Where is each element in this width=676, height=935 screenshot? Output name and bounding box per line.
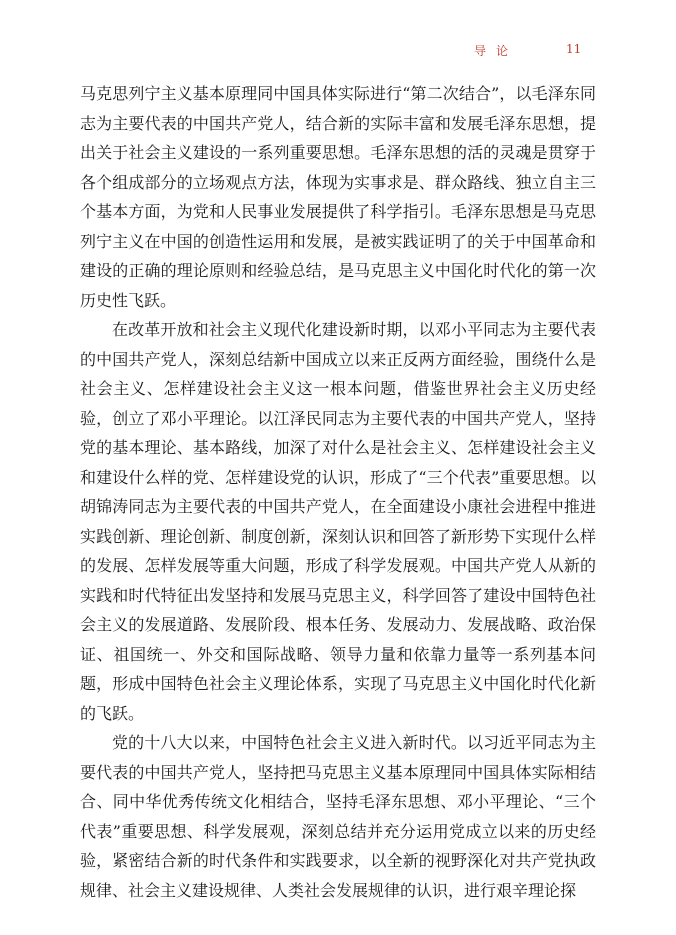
paragraph-continued: 马克思列宁主义基本原理同中国具体实际进行“第二次结合”，以毛泽东同志为主要代表的中国共产党人，结合新的实际丰富和发展毛泽东思想，提出关于社会主义建设的一系列重要思想。毛泽东思想的活的灵魂是贯穿于各个组成部分的立场观点方法，体现为实事求是、群众路线、独立自主三个基本方面，为党和人民事业发展提供了科学指引。毛泽东思想是马克思列宁主义在中国的创造性运用和发展，是被实践证明了的关于中国革命和建设的正确的理论原则和经验总结，是马克思主义中国化时代化的第一次历史性飞跃。 <box>80 84 596 310</box>
paragraph-reform-era: 在改革开放和社会主义现代化建设新时期，以邓小平同志为主要代表的中国共产党人，深刻总结新中国成立以来正反两方面经验，围绕什么是社会主义、怎样建设社会主义这一根本问题，借鉴世界社会主义历史经验，创立了邓小平理论。以江泽民同志为主要代表的中国共产党人，坚持党的基本理论、基本路线，加深了对什么是社会主义、怎样建设社会主义和建设什么样的党、怎样建设党的认识，形成了“三个代表”重要思想。以胡锦涛同志为主要代表的中国共产党人，在全面建设小康社会进程中推进实践创新、理论创新、制度创新，深刻认识和回答了新形势下实现什么样的发展、怎样发展等重大问题，形成了科学发展观。中国共产党人从新的实践和时代特征出发坚持和发展马克思主义，科学回答了建设中国特色社会主义的发展道路、发展阶段、根本任务、发展动力、发展战略、政治保证、祖国统一、外交和国际战略、领导力量和依靠力量等一系列基本问题，形成中国特色社会主义理论体系，实现了马克思主义中国化时代化新的飞跃。 <box>80 320 596 723</box>
running-header <box>0 42 676 62</box>
header-title: 导论 <box>474 44 519 58</box>
paragraph-new-era: 党的十八大以来，中国特色社会主义进入新时代。以习近平同志为主要代表的中国共产党人，坚持把马克思主义基本原理同中国具体实际相结合、同中华优秀传统文化相结合，坚持毛泽东思想、邓小平理论、“三个代表”重要思想、科学发展观，深刻总结并充分运用党成立以来的历史经验，紧密结合新的时代条件和实践要求，以全新的视野深化对共产党执政规律、社会主义建设规律、人类社会发展规律的认识，进行艰辛理论探 <box>80 733 596 900</box>
page-number: 11 <box>566 42 582 56</box>
body-text <box>80 79 596 905</box>
